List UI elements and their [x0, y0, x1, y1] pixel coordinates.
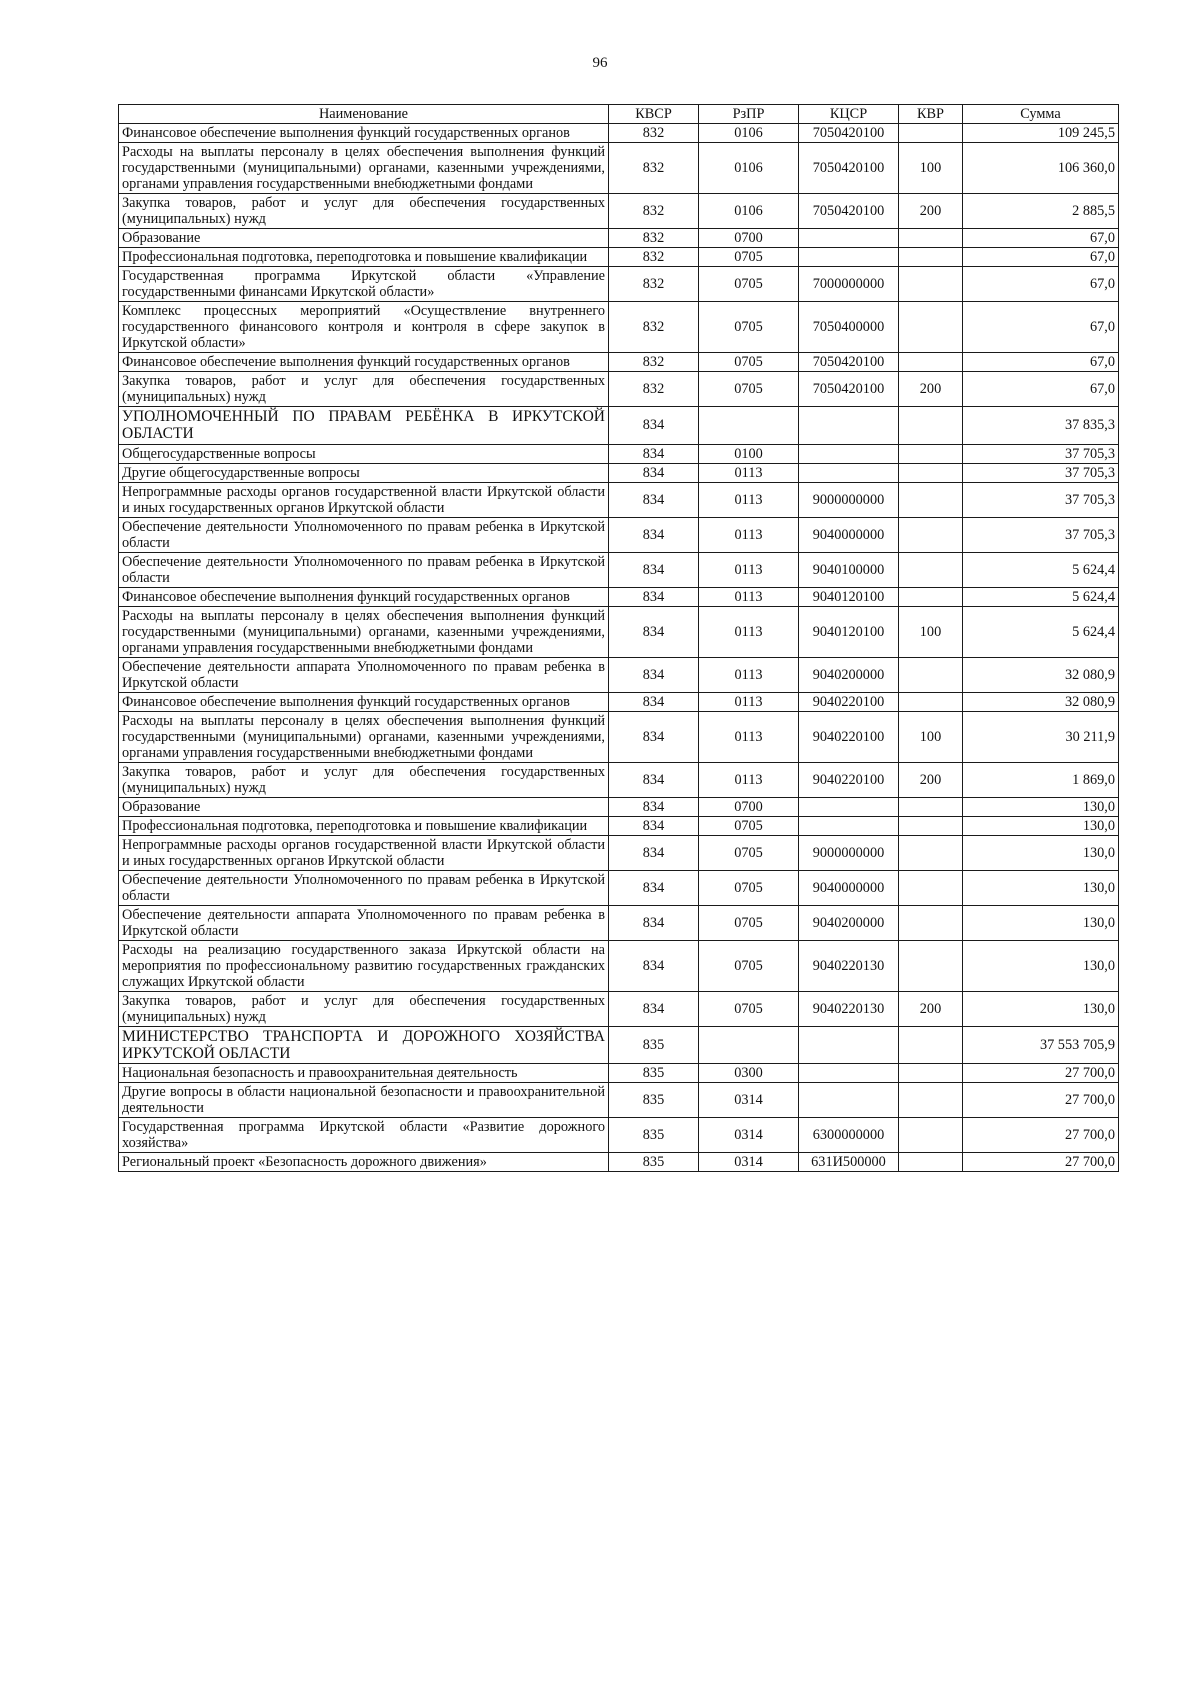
cell-kcsr: 9040200000	[799, 657, 899, 692]
cell-kcsr	[799, 248, 899, 267]
cell-kvsr: 834	[609, 463, 699, 482]
cell-kvr	[899, 407, 963, 445]
cell-name: Непрограммные расходы органов государственной власти Иркутской области и иных государственных органов Иркутской области	[119, 835, 609, 870]
cell-kcsr: 9040220100	[799, 692, 899, 711]
table-row	[119, 267, 1119, 302]
cell-kcsr: 7050420100	[799, 124, 899, 143]
table-row	[119, 1064, 1119, 1083]
cell-kcsr: 9040220100	[799, 711, 899, 762]
cell-kvsr: 834	[609, 762, 699, 797]
cell-kcsr: 9040120100	[799, 587, 899, 606]
cell-kvr: 200	[899, 991, 963, 1026]
cell-kvsr: 834	[609, 905, 699, 940]
cell-name: Национальная безопасность и правоохранительная деятельность	[119, 1064, 609, 1083]
cell-kvr	[899, 835, 963, 870]
table-row	[119, 657, 1119, 692]
cell-rzpr: 0113	[699, 482, 799, 517]
table-row	[119, 587, 1119, 606]
table-row	[119, 606, 1119, 657]
table-row	[119, 991, 1119, 1026]
cell-kcsr: 6300000000	[799, 1118, 899, 1153]
cell-kcsr	[799, 407, 899, 445]
cell-rzpr: 0705	[699, 870, 799, 905]
cell-sum: 130,0	[963, 991, 1119, 1026]
cell-sum: 27 700,0	[963, 1118, 1119, 1153]
cell-kcsr: 9040000000	[799, 870, 899, 905]
cell-sum: 32 080,9	[963, 692, 1119, 711]
cell-kvr	[899, 905, 963, 940]
cell-sum: 37 553 705,9	[963, 1026, 1119, 1064]
cell-kvr	[899, 229, 963, 248]
cell-name: Расходы на реализацию государственного заказа Иркутской области на мероприятия по профессиональному развитию государственных гражданских служащих Иркутской области	[119, 940, 609, 991]
cell-name: Закупка товаров, работ и услуг для обеспечения государственных (муниципальных) нужд	[119, 762, 609, 797]
cell-kvr	[899, 248, 963, 267]
table-row	[119, 143, 1119, 194]
header-kvr: КВР	[899, 105, 963, 124]
cell-kvsr: 834	[609, 517, 699, 552]
cell-rzpr: 0113	[699, 762, 799, 797]
cell-kcsr	[799, 444, 899, 463]
cell-name: Закупка товаров, работ и услуг для обеспечения государственных (муниципальных) нужд	[119, 194, 609, 229]
cell-rzpr: 0700	[699, 797, 799, 816]
cell-kvr: 200	[899, 194, 963, 229]
cell-sum: 37 705,3	[963, 517, 1119, 552]
cell-kvsr: 834	[609, 552, 699, 587]
cell-kvsr: 834	[609, 940, 699, 991]
table-row	[119, 816, 1119, 835]
cell-kvsr: 835	[609, 1153, 699, 1172]
cell-name: Расходы на выплаты персоналу в целях обеспечения выполнения функций государственными (муниципальными) органами, казенными учреждениями, органами управления государственными внебюджетными фондами	[119, 143, 609, 194]
table-row	[119, 711, 1119, 762]
cell-kvr	[899, 124, 963, 143]
cell-kcsr: 9040200000	[799, 905, 899, 940]
cell-rzpr: 0705	[699, 267, 799, 302]
cell-kvr	[899, 517, 963, 552]
cell-sum: 67,0	[963, 248, 1119, 267]
cell-kvsr: 834	[609, 797, 699, 816]
table-header	[119, 105, 1119, 124]
cell-kvr: 100	[899, 711, 963, 762]
cell-name: Региональный проект «Безопасность дорожного движения»	[119, 1153, 609, 1172]
cell-sum: 130,0	[963, 940, 1119, 991]
cell-kvr: 100	[899, 143, 963, 194]
cell-name: Комплекс процессных мероприятий «Осуществление внутреннего государственного финансового контроля и контроля в сфере закупок в Иркутской области»	[119, 302, 609, 353]
cell-kvsr: 835	[609, 1118, 699, 1153]
cell-sum: 130,0	[963, 816, 1119, 835]
cell-kvsr: 834	[609, 587, 699, 606]
cell-kcsr	[799, 1064, 899, 1083]
cell-kvr	[899, 1026, 963, 1064]
cell-kcsr: 7050420100	[799, 194, 899, 229]
cell-sum: 30 211,9	[963, 711, 1119, 762]
cell-name: Финансовое обеспечение выполнения функций государственных органов	[119, 692, 609, 711]
cell-sum: 67,0	[963, 372, 1119, 407]
cell-rzpr: 0705	[699, 372, 799, 407]
budget-table	[118, 104, 1119, 1172]
table-row	[119, 835, 1119, 870]
cell-kvsr: 834	[609, 444, 699, 463]
cell-name: Расходы на выплаты персоналу в целях обеспечения выполнения функций государственными (муниципальными) органами, казенными учреждениями, органами управления государственными внебюджетными фондами	[119, 711, 609, 762]
cell-rzpr: 0705	[699, 816, 799, 835]
cell-kvr	[899, 482, 963, 517]
cell-kcsr: 7050400000	[799, 302, 899, 353]
table-row	[119, 463, 1119, 482]
table-row	[119, 762, 1119, 797]
cell-name: Обеспечение деятельности аппарата Уполномоченного по правам ребенка в Иркутской области	[119, 657, 609, 692]
cell-sum: 67,0	[963, 353, 1119, 372]
cell-kvsr: 834	[609, 870, 699, 905]
cell-rzpr: 0106	[699, 194, 799, 229]
cell-sum: 27 700,0	[963, 1153, 1119, 1172]
cell-kvr	[899, 1083, 963, 1118]
table-row	[119, 517, 1119, 552]
cell-rzpr: 0113	[699, 587, 799, 606]
cell-kvr	[899, 267, 963, 302]
cell-kvsr: 832	[609, 248, 699, 267]
cell-kcsr	[799, 797, 899, 816]
cell-kvr	[899, 552, 963, 587]
table-row	[119, 407, 1119, 445]
cell-kvsr: 832	[609, 143, 699, 194]
cell-rzpr: 0106	[699, 143, 799, 194]
cell-kcsr: 9040220100	[799, 762, 899, 797]
cell-sum: 37 705,3	[963, 482, 1119, 517]
cell-kvsr: 834	[609, 692, 699, 711]
cell-name: Финансовое обеспечение выполнения функций государственных органов	[119, 124, 609, 143]
cell-rzpr	[699, 407, 799, 445]
cell-kvsr: 832	[609, 229, 699, 248]
cell-kvsr: 834	[609, 482, 699, 517]
cell-kvr	[899, 1153, 963, 1172]
cell-sum: 2 885,5	[963, 194, 1119, 229]
cell-sum: 130,0	[963, 835, 1119, 870]
cell-name: Обеспечение деятельности Уполномоченного по правам ребенка в Иркутской области	[119, 517, 609, 552]
table-row	[119, 444, 1119, 463]
cell-kvr	[899, 797, 963, 816]
cell-sum: 106 360,0	[963, 143, 1119, 194]
table-row	[119, 302, 1119, 353]
cell-rzpr: 0113	[699, 517, 799, 552]
header-row	[119, 105, 1119, 124]
table-row	[119, 372, 1119, 407]
cell-kvsr: 835	[609, 1026, 699, 1064]
cell-sum: 109 245,5	[963, 124, 1119, 143]
cell-kvsr: 834	[609, 711, 699, 762]
cell-name: Профессиональная подготовка, переподготовка и повышение квалификации	[119, 816, 609, 835]
cell-name: Расходы на выплаты персоналу в целях обеспечения выполнения функций государственными (муниципальными) органами, казенными учреждениями, органами управления государственными внебюджетными фондами	[119, 606, 609, 657]
cell-kvr	[899, 816, 963, 835]
cell-rzpr: 0705	[699, 991, 799, 1026]
cell-name: Государственная программа Иркутской области «Управление государственными финансами Иркутской области»	[119, 267, 609, 302]
table-row	[119, 692, 1119, 711]
cell-kcsr	[799, 229, 899, 248]
table-row	[119, 1026, 1119, 1064]
cell-kcsr	[799, 463, 899, 482]
cell-sum: 5 624,4	[963, 552, 1119, 587]
cell-name: Финансовое обеспечение выполнения функций государственных органов	[119, 353, 609, 372]
cell-sum: 1 869,0	[963, 762, 1119, 797]
cell-rzpr: 0700	[699, 229, 799, 248]
page-number: 96	[592, 55, 608, 71]
cell-sum: 5 624,4	[963, 606, 1119, 657]
cell-kcsr: 9000000000	[799, 835, 899, 870]
table-row	[119, 353, 1119, 372]
cell-sum: 130,0	[963, 905, 1119, 940]
cell-kvsr: 834	[609, 657, 699, 692]
header-name: Наименование	[119, 105, 609, 124]
cell-kcsr	[799, 1083, 899, 1118]
cell-sum: 5 624,4	[963, 587, 1119, 606]
cell-kvr	[899, 353, 963, 372]
cell-name: Другие вопросы в области национальной безопасности и правоохранительной деятельности	[119, 1083, 609, 1118]
cell-kcsr: 9000000000	[799, 482, 899, 517]
cell-kcsr: 9040220130	[799, 940, 899, 991]
cell-kcsr: 9040120100	[799, 606, 899, 657]
cell-kvr	[899, 657, 963, 692]
cell-name: Другие общегосударственные вопросы	[119, 463, 609, 482]
cell-rzpr: 0113	[699, 606, 799, 657]
cell-rzpr: 0113	[699, 692, 799, 711]
cell-rzpr: 0705	[699, 940, 799, 991]
cell-kvsr: 832	[609, 372, 699, 407]
cell-kcsr: 7050420100	[799, 143, 899, 194]
cell-kvsr: 832	[609, 124, 699, 143]
cell-sum: 67,0	[963, 267, 1119, 302]
cell-kcsr: 9040100000	[799, 552, 899, 587]
cell-sum: 130,0	[963, 870, 1119, 905]
table-row	[119, 482, 1119, 517]
cell-rzpr: 0106	[699, 124, 799, 143]
cell-rzpr: 0314	[699, 1083, 799, 1118]
table-row	[119, 797, 1119, 816]
header-sum: Сумма	[963, 105, 1119, 124]
table-row	[119, 124, 1119, 143]
cell-rzpr: 0705	[699, 302, 799, 353]
cell-kvr: 100	[899, 606, 963, 657]
cell-kvr	[899, 940, 963, 991]
cell-name: УПОЛНОМОЧЕННЫЙ ПО ПРАВАМ РЕБЁНКА В ИРКУТСКОЙ ОБЛАСТИ	[119, 407, 609, 445]
cell-kvr	[899, 587, 963, 606]
cell-kvr	[899, 1118, 963, 1153]
cell-sum: 32 080,9	[963, 657, 1119, 692]
table-row	[119, 1118, 1119, 1153]
table-row	[119, 940, 1119, 991]
cell-sum: 27 700,0	[963, 1064, 1119, 1083]
cell-rzpr: 0705	[699, 248, 799, 267]
cell-name: Образование	[119, 229, 609, 248]
cell-name: Обеспечение деятельности Уполномоченного по правам ребенка в Иркутской области	[119, 870, 609, 905]
table-row	[119, 870, 1119, 905]
cell-sum: 37 705,3	[963, 463, 1119, 482]
cell-kcsr	[799, 1026, 899, 1064]
cell-name: Государственная программа Иркутской области «Развитие дорожного хозяйства»	[119, 1118, 609, 1153]
cell-kvsr: 834	[609, 991, 699, 1026]
cell-name: Финансовое обеспечение выполнения функций государственных органов	[119, 587, 609, 606]
cell-name: Непрограммные расходы органов государственной власти Иркутской области и иных государственных органов Иркутской области	[119, 482, 609, 517]
cell-kvsr: 834	[609, 407, 699, 445]
cell-kvsr: 832	[609, 302, 699, 353]
cell-kcsr: 9040220130	[799, 991, 899, 1026]
cell-kvr	[899, 463, 963, 482]
cell-kvsr: 832	[609, 194, 699, 229]
cell-kcsr: 9040000000	[799, 517, 899, 552]
cell-kvsr: 834	[609, 835, 699, 870]
table-body	[119, 124, 1119, 1172]
cell-rzpr: 0705	[699, 905, 799, 940]
cell-rzpr: 0314	[699, 1118, 799, 1153]
table-row	[119, 552, 1119, 587]
cell-sum: 130,0	[963, 797, 1119, 816]
cell-kvr: 200	[899, 762, 963, 797]
cell-kvr	[899, 444, 963, 463]
cell-name: Обеспечение деятельности Уполномоченного по правам ребенка в Иркутской области	[119, 552, 609, 587]
table-row	[119, 248, 1119, 267]
cell-kcsr: 7050420100	[799, 372, 899, 407]
cell-name: Обеспечение деятельности аппарата Уполномоченного по правам ребенка в Иркутской области	[119, 905, 609, 940]
cell-rzpr: 0300	[699, 1064, 799, 1083]
cell-name: МИНИСТЕРСТВО ТРАНСПОРТА И ДОРОЖНОГО ХОЗЯЙСТВА ИРКУТСКОЙ ОБЛАСТИ	[119, 1026, 609, 1064]
table-row	[119, 905, 1119, 940]
cell-kcsr: 7000000000	[799, 267, 899, 302]
cell-kvsr: 832	[609, 267, 699, 302]
header-kcsr: КЦСР	[799, 105, 899, 124]
table-row	[119, 229, 1119, 248]
cell-kvsr: 835	[609, 1083, 699, 1118]
cell-sum: 27 700,0	[963, 1083, 1119, 1118]
cell-rzpr: 0113	[699, 463, 799, 482]
cell-name: Образование	[119, 797, 609, 816]
cell-kvr	[899, 692, 963, 711]
cell-rzpr: 0705	[699, 353, 799, 372]
cell-kvsr: 835	[609, 1064, 699, 1083]
cell-rzpr: 0113	[699, 657, 799, 692]
table-row	[119, 1083, 1119, 1118]
cell-rzpr: 0113	[699, 552, 799, 587]
cell-rzpr: 0314	[699, 1153, 799, 1172]
cell-sum: 67,0	[963, 229, 1119, 248]
cell-rzpr: 0113	[699, 711, 799, 762]
cell-kcsr	[799, 816, 899, 835]
cell-kcsr: 7050420100	[799, 353, 899, 372]
cell-rzpr	[699, 1026, 799, 1064]
cell-sum: 37 835,3	[963, 407, 1119, 445]
cell-kvr	[899, 870, 963, 905]
cell-name: Общегосударственные вопросы	[119, 444, 609, 463]
cell-kvr	[899, 1064, 963, 1083]
cell-rzpr: 0705	[699, 835, 799, 870]
table-row	[119, 1153, 1119, 1172]
header-kvsr: КВСР	[609, 105, 699, 124]
table-row	[119, 194, 1119, 229]
cell-sum: 37 705,3	[963, 444, 1119, 463]
cell-kvr	[899, 302, 963, 353]
cell-name: Закупка товаров, работ и услуг для обеспечения государственных (муниципальных) нужд	[119, 372, 609, 407]
cell-sum: 67,0	[963, 302, 1119, 353]
cell-kvsr: 832	[609, 353, 699, 372]
cell-kvsr: 834	[609, 606, 699, 657]
cell-kvsr: 834	[609, 816, 699, 835]
cell-rzpr: 0100	[699, 444, 799, 463]
cell-kcsr: 631И500000	[799, 1153, 899, 1172]
cell-kvr: 200	[899, 372, 963, 407]
cell-name: Закупка товаров, работ и услуг для обеспечения государственных (муниципальных) нужд	[119, 991, 609, 1026]
header-rzpr: РзПР	[699, 105, 799, 124]
cell-name: Профессиональная подготовка, переподготовка и повышение квалификации	[119, 248, 609, 267]
